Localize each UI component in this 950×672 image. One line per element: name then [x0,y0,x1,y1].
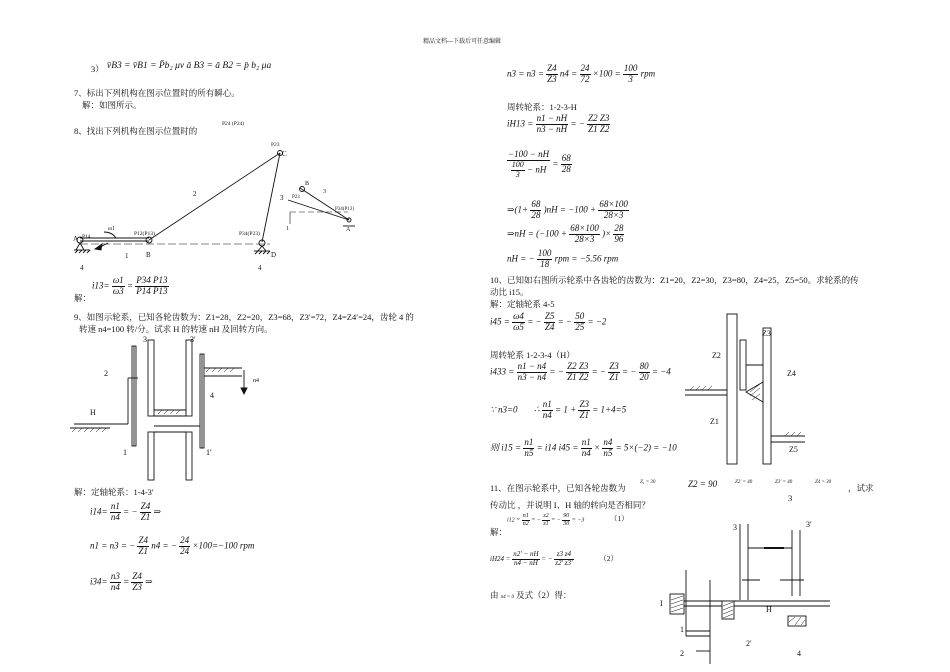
label-P12: P12(P13) [134,231,155,237]
formula-i34: i34= $\frac{n3}{n4}$ = $\frac{Z4}{Z3}$ ⇒ [90,571,153,592]
formula-i15: 则 i15 = $\frac{n1}{n5}$ = i14 i45 = $\frac{n1}{n4}$ × $\frac{n4}{n5}$ = 5×(−2) = −10 [490,437,677,458]
label-small-3: 3 [323,189,326,195]
formula-ratio-n1-n4: ∵ n3=0 ∴ $\frac{n1}{n4}$ = 1 + $\frac{Z3}{Z1}$ = 1+4=5 [490,399,627,420]
formula-from-eq2: 由 n4 = 0 及式（2）得： [490,590,572,600]
gear-label-Z5: Z5 [789,445,798,454]
q11-z2: Z2 = 90 [688,479,718,489]
formula-substitution: −100 − nH $\frac{100}{3}$ − nH = $\frac{68}{28}$ [508,149,571,179]
gear-label-Z3: Z3 [762,329,771,338]
label-ground-4a: 4 [80,264,84,272]
label-P23: P23 [271,142,280,148]
formula-nH-result: nH = − $\frac{100}{18}$ rpm = −5.56 rpm [507,248,619,269]
question-9: 9、如图示轮系，已知各轮齿数为：Z1=28，Z2=20，Z3=68，Z3′=72，Z4=Z4′=24，齿轮 4 的 [74,312,414,322]
question-11-line2: 传动比 ，并说明 I、H 轴的转向是否相同？ [490,500,650,510]
gear-label-3: 3 [733,523,737,532]
question-7-answer: 解：如图所示。 [82,100,142,110]
label-small-1: 1 [286,226,289,232]
page-header: 精品文档---下载后可任意编辑 [423,39,501,45]
planetary-train-label-2: 周转轮系 1-2-3-4（H） [490,350,575,360]
label-B: B [146,251,151,259]
label-A: A [73,235,79,243]
formula-i14: i14= $\frac{n1}{n4}$ = − $\frac{Z4}{Z1}$ ⇒ [90,501,162,522]
label-P34: P34(P23) [239,231,260,237]
question-9-answer: 解：定轴轮系：1-4-3′ [74,487,154,497]
formula-iH13: iH13 = $\frac{n1 - nH}{n3 - nH}$ = − $\frac{Z2 Z3}{Z1 Z2}$ [507,113,610,134]
q11-ask: ，试求 [848,483,874,493]
gear-label-4: 4 [210,391,214,400]
question-7: 7、标出下列机构在图示位置时的所有瞬心。 [74,88,240,98]
q11-z4: Z4 = 30 [815,480,832,485]
gear-label-Z2: Z2 [712,351,721,360]
shaft-label-I: I [660,599,663,608]
gear-label-Z4: Z4 [787,369,796,378]
gear-label-3prime: 3′ [806,520,812,529]
gear-label-H: H [90,408,96,417]
formula-i4-33: i433 = $\frac{n1 - n4}{n3 - n4}$ = − $\frac{Z2 Z3}{Z1 Z2}$ = − $\frac{Z3}{Z1}$ = − $\frac{80}{20}$ = −4 [490,361,671,382]
label-ground-4b: 4 [258,264,262,272]
label-D: D [271,251,277,259]
label-C: C [282,150,287,158]
formula-n3: n3 = n3 = $\frac{Z4}{Z3}$ n4 = $\frac{24}{72}$ ×100 = $\frac{100}{3}$ rpm [507,63,656,84]
label-small-A: A [346,227,351,233]
gear-label-2: 2 [680,649,684,658]
gear-label-3prime: 3′ [190,335,196,344]
question-10-answer: 解：定轴轮系 4-5 [490,299,555,309]
gear-label-2: 2 [104,369,108,378]
q11-z1: Z₁ = 30 [640,480,656,485]
label-small-P34: P34(P13) [335,207,354,212]
label-small-P23: P23 [292,195,300,200]
label-omega1: ω1 [108,226,115,232]
label-P14: P14 [82,234,91,240]
formula-i12: i12 = $\frac{n1}{n2}$ = − $\frac{z2}{z1}$ = − $\frac{90}{30}$ = −3 （1） [507,513,629,527]
gear-label-3: 3 [143,335,147,344]
question-11-answer: 解： [490,527,508,537]
question-8-tail: P24 (P24) [222,121,245,127]
question-8-answer: 解： [74,293,92,303]
q11-z2prime: Z2′ = 40 [735,480,753,485]
q11-subscript-3: 3 [788,493,793,503]
velocity-formula: v̄B3 = v̄B1 = P̄b₂ μv ā B3 = ā B2 = p̄ b₂ μa [107,61,272,71]
question-10: 10、已知如右图所示轮系中各齿轮的齿数为：Z1=20，Z2=30，Z3=80，Z4=25，Z5=50。求轮系的传 [490,275,859,285]
formula-n1: n1 = n3 = − $\frac{Z4}{Z1}$ n4 = − $\frac{24}{24}$ ×100=−100 rpm [90,535,255,556]
gear-label-4: 4 [797,649,801,658]
gear-label-1: 1 [680,625,684,634]
question-9-line2: 转速 n4=100 转/分。试求 H 的转速 nH 及回转方向。 [79,324,273,334]
formula-step-2: ⇒nH = (−100 + $\frac{68\times 100}{28\times 3}$ )× $\frac{28}{96}$ [507,223,624,244]
label-link-1: 1 [125,252,129,260]
gear-label-2prime: 2′ [746,639,752,648]
question-10-line2: 动比 i15。 [490,287,529,297]
item-3-label: 3） [91,64,104,74]
label-link-3: 3 [280,194,284,202]
formula-iH24: iH24 = $\frac{n2' - nH}{n4 - nH}$ = − $\frac{z3 z4}{z2' z3'}$ （2） [490,550,619,567]
q11-z3prime: Z3′ = 40 [775,480,793,485]
question-11: 11、在图示轮系中，已知各轮齿数为 [490,483,626,493]
label-link-2: 2 [193,190,197,198]
gear-label-Z1: Z1 [710,417,719,426]
label-n4: n4 [253,378,259,384]
formula-step-1: ⇒(1+ $\frac{68}{28}$ )nH = −100 + $\frac{68\times 100}{28\times 3}$ [507,199,628,220]
label-small-B: B [305,181,310,187]
formula-i45: i45 = $\frac{\omega 4}{\omega 5}$ = − $\frac{Z5}{Z4}$ = − $\frac{50}{25}$ = −2 [490,311,607,332]
gear-label-1prime: 1′ [206,448,212,457]
formula-i13: i13= $\frac{\omega 1}{\omega 3}$ = $\frac{P34 P13}{P14 P13}$ [92,275,168,296]
planetary-train-label: 周转轮系：1-2-3-H [507,102,577,112]
gear-label-1: 1 [123,448,127,457]
shaft-label-H: H [766,605,772,614]
question-8: 8、找出下列机构在图示位置时的 [74,126,198,136]
